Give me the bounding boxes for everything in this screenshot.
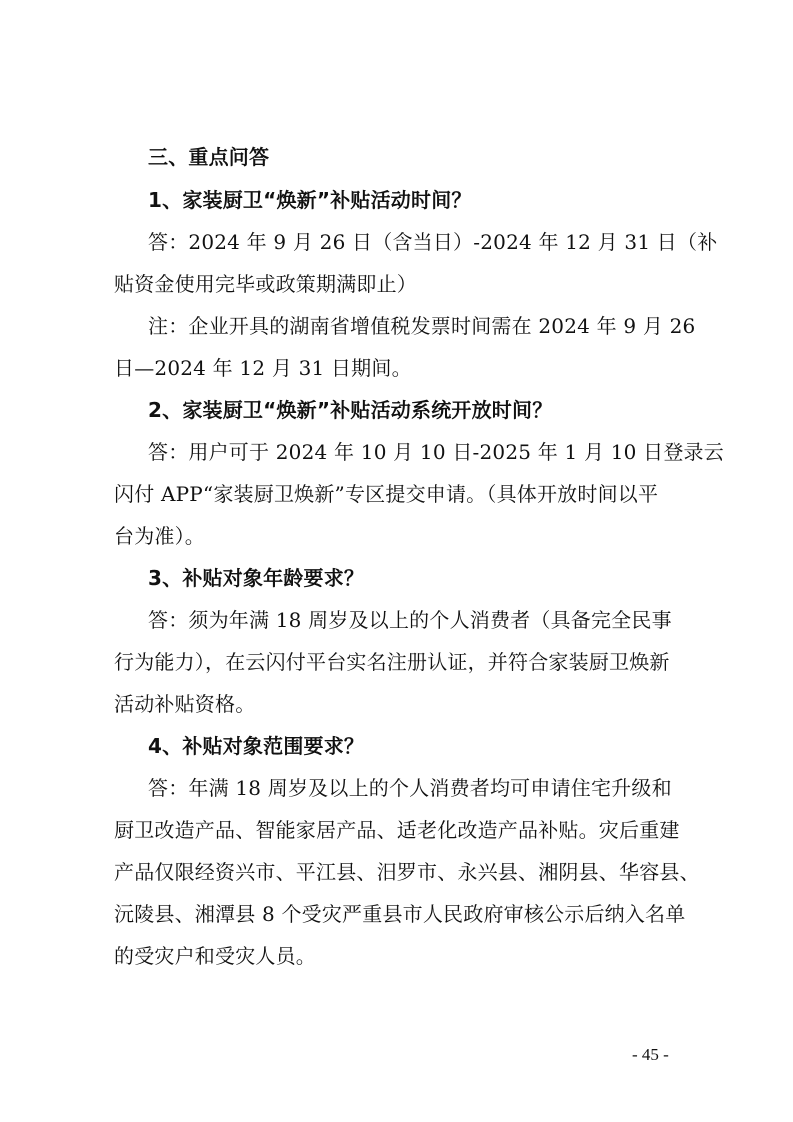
answer-2-line-3: 台为准）。 (114, 524, 205, 548)
answer-4-line-5: 的受灾户和受灾人员。 (114, 944, 316, 968)
answer-3-line-1: 答：须为年满 18 周岁及以上的个人消费者（具备完全民事 (148, 608, 672, 632)
answer-3-line-2: 行为能力），在云闪付平台实名注册认证，并符合家装厨卫焕新 (114, 650, 670, 674)
page-number: - 45 - (632, 1045, 669, 1064)
question-2: 2、家装厨卫“焕新”补贴活动系统开放时间？ (148, 398, 553, 422)
answer-4-line-1: 答：年满 18 周岁及以上的个人消费者均可申请住宅升级和 (148, 776, 672, 800)
answer-2-line-1: 答：用户可于 2024 年 10 月 10 日-2025 年 1 月 10 日登录云 (148, 440, 724, 464)
section-title: 三、重点问答 (148, 145, 270, 169)
answer-3-line-3: 活动补贴资格。 (114, 692, 256, 716)
question-4: 4、补贴对象范围要求？ (148, 734, 365, 758)
answer-4-line-2: 厨卫改造产品、智能家居产品、适老化改造产品补贴。灾后重建 (114, 818, 680, 842)
note-line-2: 日—2024 年 12 月 31 日期间。 (114, 356, 412, 380)
answer-1-line-2: 贴资金使用完毕或政策期满即止） (114, 272, 417, 296)
question-3: 3、补贴对象年龄要求？ (148, 566, 365, 590)
answer-2-line-2: 闪付 APP“家装厨卫焕新”专区提交申请。（具体开放时间以平 (114, 482, 659, 506)
note-line-1: 注：企业开具的湖南省增值税发票时间需在 2024 年 9 月 26 (148, 314, 696, 338)
question-1: 1、家装厨卫“焕新”补贴活动时间？ (148, 188, 472, 212)
answer-4-line-3: 产品仅限经资兴市、平江县、汨罗市、永兴县、湘阴县、华容县、 (114, 860, 700, 884)
answer-4-line-4: 沅陵县、湘潭县 8 个受灾严重县市人民政府审核公示后纳入名单 (114, 902, 686, 926)
answer-1-line-1: 答：2024 年 9 月 26 日（含当日）-2024 年 12 月 31 日（补 (148, 230, 718, 254)
